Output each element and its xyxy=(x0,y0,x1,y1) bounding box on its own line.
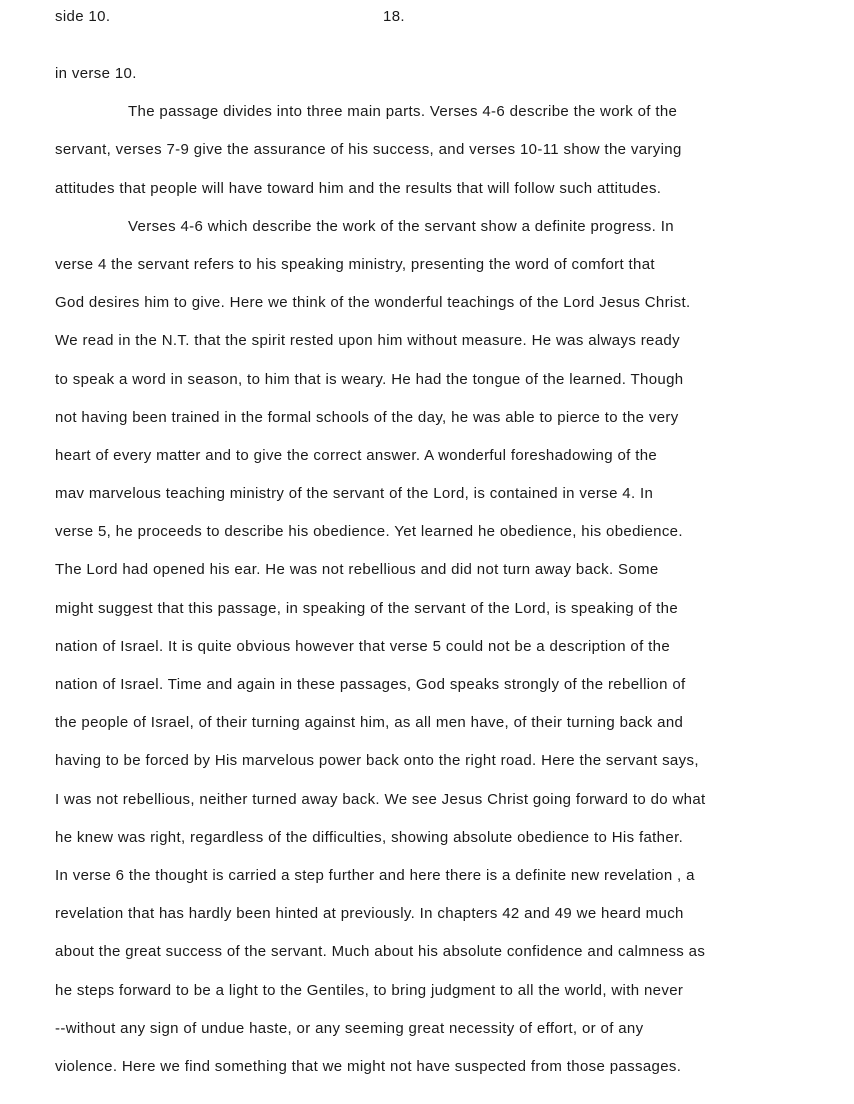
document-body xyxy=(55,62,845,1093)
text-line: nation of Israel. Time and again in these passages, God speaks strongly of the rebellion of xyxy=(55,676,686,693)
text-line: We read in the N.T. that the spirit rested upon him without measure. He was always ready xyxy=(55,332,680,350)
text-line: revelation that has hardly been hinted at previously. In chapters 42 and 49 we heard much xyxy=(55,905,684,923)
text-line: God desires him to give. Here we think of the wonderful teachings of the Lord Jesus Christ. xyxy=(55,294,691,312)
text-line: about the great success of the servant. Much about his absolute confidence and calmness as xyxy=(55,943,706,961)
text-line: --without any sign of undue haste, or any seeming great necessity of effort, or of any xyxy=(55,1019,644,1037)
text-line: might suggest that this passage, in speaking of the servant of the Lord, is speaking of the xyxy=(55,599,679,617)
text-line: having to be forced by His marvelous power back onto the right road. Here the servant says, xyxy=(55,752,699,770)
text-line: In verse 6 the thought is carried a step further and here there is a definite new revelation , a xyxy=(55,866,695,884)
text-line: Verses 4-6 which describe the work of the servant show a definite progress. In xyxy=(128,217,674,235)
header-section-label: side 10. xyxy=(55,8,111,25)
text-line: The passage divides into three main parts. Verses 4-6 describe the work of the xyxy=(128,103,678,121)
text-line: mav marvelous teaching ministry of the servant of the Lord, is contained in verse 4. In xyxy=(55,485,654,503)
text-line: not having been trained in the formal schools of the day, he was able to pierce to the very xyxy=(55,408,679,426)
text-line: verse 5, he proceeds to describe his obedience. Yet learned he obedience, his obedience. xyxy=(55,523,683,541)
text-line: servant, verses 7-9 give the assurance of his success, and verses 10-11 show the varying xyxy=(55,141,682,159)
text-line: verse 4 the servant refers to his speaking ministry, presenting the word of comfort that xyxy=(55,255,655,273)
page-number: 18. xyxy=(383,8,405,25)
text-line: I was not rebellious, neither turned away back. We see Jesus Christ going forward to do what xyxy=(55,790,706,808)
text-line: in verse 10. xyxy=(55,65,137,82)
text-line: nation of Israel. It is quite obvious however that verse 5 could not be a description of the xyxy=(55,637,671,655)
text-line: The Lord had opened his ear. He was not rebellious and did not turn away back. Some xyxy=(55,561,659,579)
text-line: he knew was right, regardless of the difficulties, showing absolute obedience to His father. xyxy=(55,828,684,846)
text-line: the people of Israel, of their turning against him, as all men have, of their turning back and xyxy=(55,714,684,732)
text-line: he steps forward to be a light to the Gentiles, to bring judgment to all the world, with never xyxy=(55,981,684,999)
text-line: heart of every matter and to give the correct answer. A wonderful foreshadowing of the xyxy=(55,446,658,464)
text-line: attitudes that people will have toward him and the results that will follow such attitudes. xyxy=(55,179,662,197)
text-line: violence. Here we find something that we might not have suspected from those passages. xyxy=(55,1057,682,1075)
text-line: to speak a word in season, to him that is weary. He had the tongue of the learned. Though xyxy=(55,370,684,388)
